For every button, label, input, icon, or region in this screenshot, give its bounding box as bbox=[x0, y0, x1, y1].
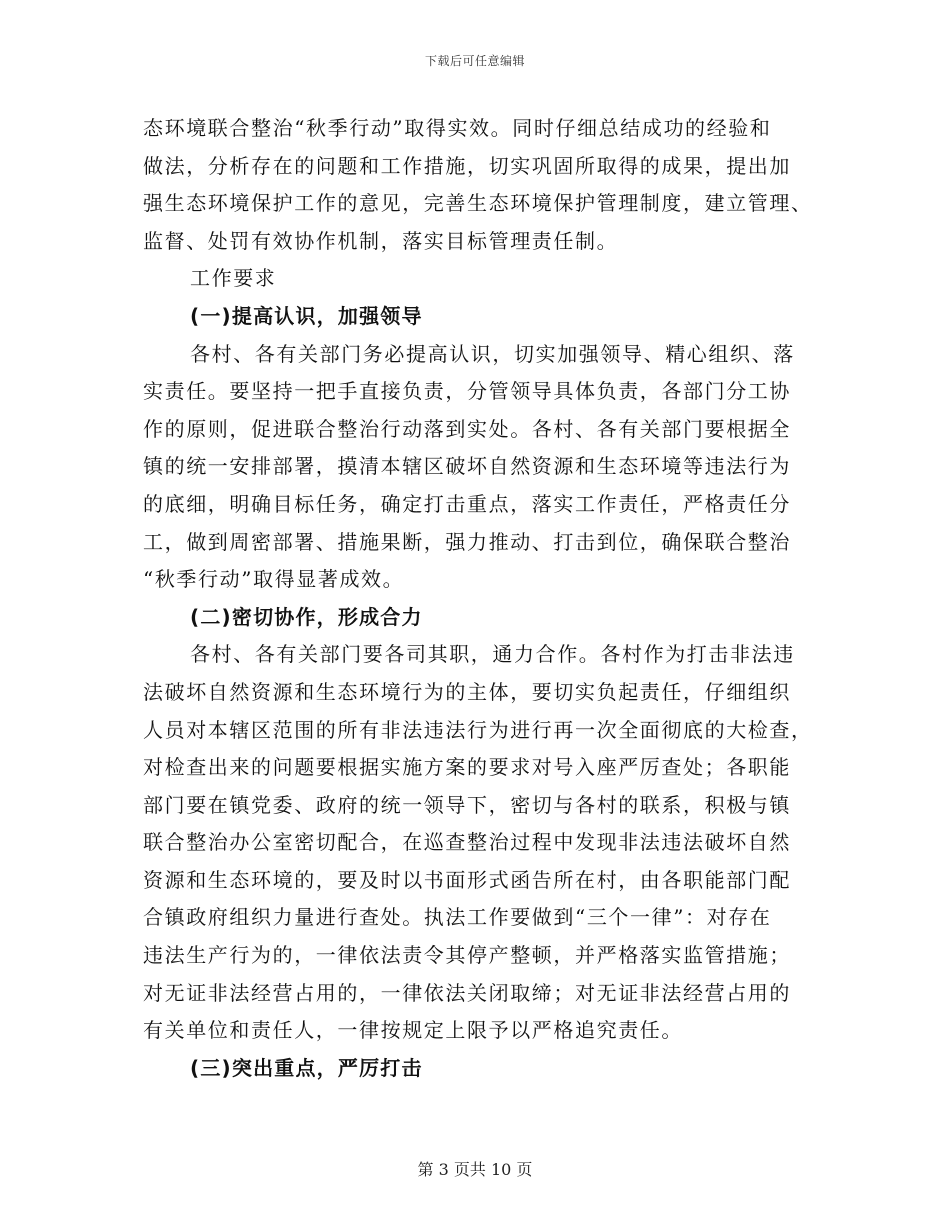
paragraph-line: 工，做到周密部署、措施果断，强力推动、打击到位，确保联合整治 bbox=[143, 529, 791, 554]
paragraph-line: 资源和生态环境的，要及时以书面形式函告所在村，由各职能部门配 bbox=[143, 867, 791, 892]
paragraph-line: 合镇政府组织力量进行查处。执法工作要做到“三个一律”：对存在 bbox=[143, 905, 772, 930]
paragraph-line: 对检查出来的问题要根据实施方案的要求对号入座严厉查处；各职能 bbox=[143, 755, 791, 780]
subheading-1: (一)提高认识，加强领导 bbox=[190, 303, 423, 328]
paragraph-line: 各村、各有关部门务必提高认识，切实加强领导、精心组织、落 bbox=[190, 341, 795, 366]
paragraph-line: 部门要在镇党委、政府的统一领导下，密切与各村的联系，积极与镇 bbox=[143, 792, 791, 817]
document-body bbox=[143, 110, 813, 1087]
paragraph-line: 有关单位和责任人，一律按规定上限予以严格追究责任。 bbox=[143, 1018, 683, 1043]
paragraph-line: 违法生产行为的，一律依法责令其停产整顿，并严格落实监管措施； bbox=[143, 943, 791, 968]
paragraph-line: 实责任。要坚持一把手直接负责，分管领导具体负责，各部门分工协 bbox=[143, 379, 791, 404]
paragraph-line: 的底细，明确目标任务，确定打击重点，落实工作责任，严格责任分 bbox=[143, 491, 791, 516]
paragraph-line: 各村、各有关部门要各司其职，通力合作。各村作为打击非法违 bbox=[190, 642, 795, 667]
paragraph-line: 态环境联合整治“秋季行动”取得实效。同时仔细总结成功的经验和 bbox=[143, 116, 772, 140]
paragraph-line: “秋季行动”取得显著成效。 bbox=[143, 567, 405, 592]
page-header-note: 下载后可任意编辑 bbox=[424, 54, 525, 68]
paragraph-line: 镇的统一安排部署，摸清本辖区破坏自然资源和生态环境等违法行为 bbox=[143, 454, 791, 479]
paragraph-line: 强生态环境保护工作的意见，完善生态环境保护管理制度，建立管理、 bbox=[143, 191, 813, 216]
paragraph-line: 人员对本辖区范围的所有非法违法行为进行再一次全面彻底的大检查， bbox=[143, 717, 813, 742]
paragraph-line: 监督、处罚有效协作机制，落实目标管理责任制。 bbox=[143, 228, 619, 253]
paragraph-line: 法破坏自然资源和生态环境行为的主体，要切实负起责任，仔细组织 bbox=[143, 679, 791, 704]
section-title-work-requirements: 工作要求 bbox=[190, 266, 277, 291]
paragraph-line: 对无证非法经营占用的，一律依法关闭取缔；对无证非法经营占用的 bbox=[143, 980, 791, 1005]
page-number: 第 3 页共 10 页 bbox=[417, 1160, 533, 1179]
subheading-2: (二)密切协作，形成合力 bbox=[190, 604, 423, 629]
paragraph-line: 做法，分析存在的问题和工作措施，切实巩固所取得的成果，提出加 bbox=[143, 153, 791, 178]
paragraph-line: 作的原则，促进联合整治行动落到实处。各村、各有关部门要根据全 bbox=[143, 416, 791, 441]
subheading-3: (三)突出重点，严厉打击 bbox=[190, 1055, 423, 1080]
paragraph-line: 联合整治办公室密切配合，在巡查整治过程中发现非法违法破坏自然 bbox=[143, 830, 791, 855]
